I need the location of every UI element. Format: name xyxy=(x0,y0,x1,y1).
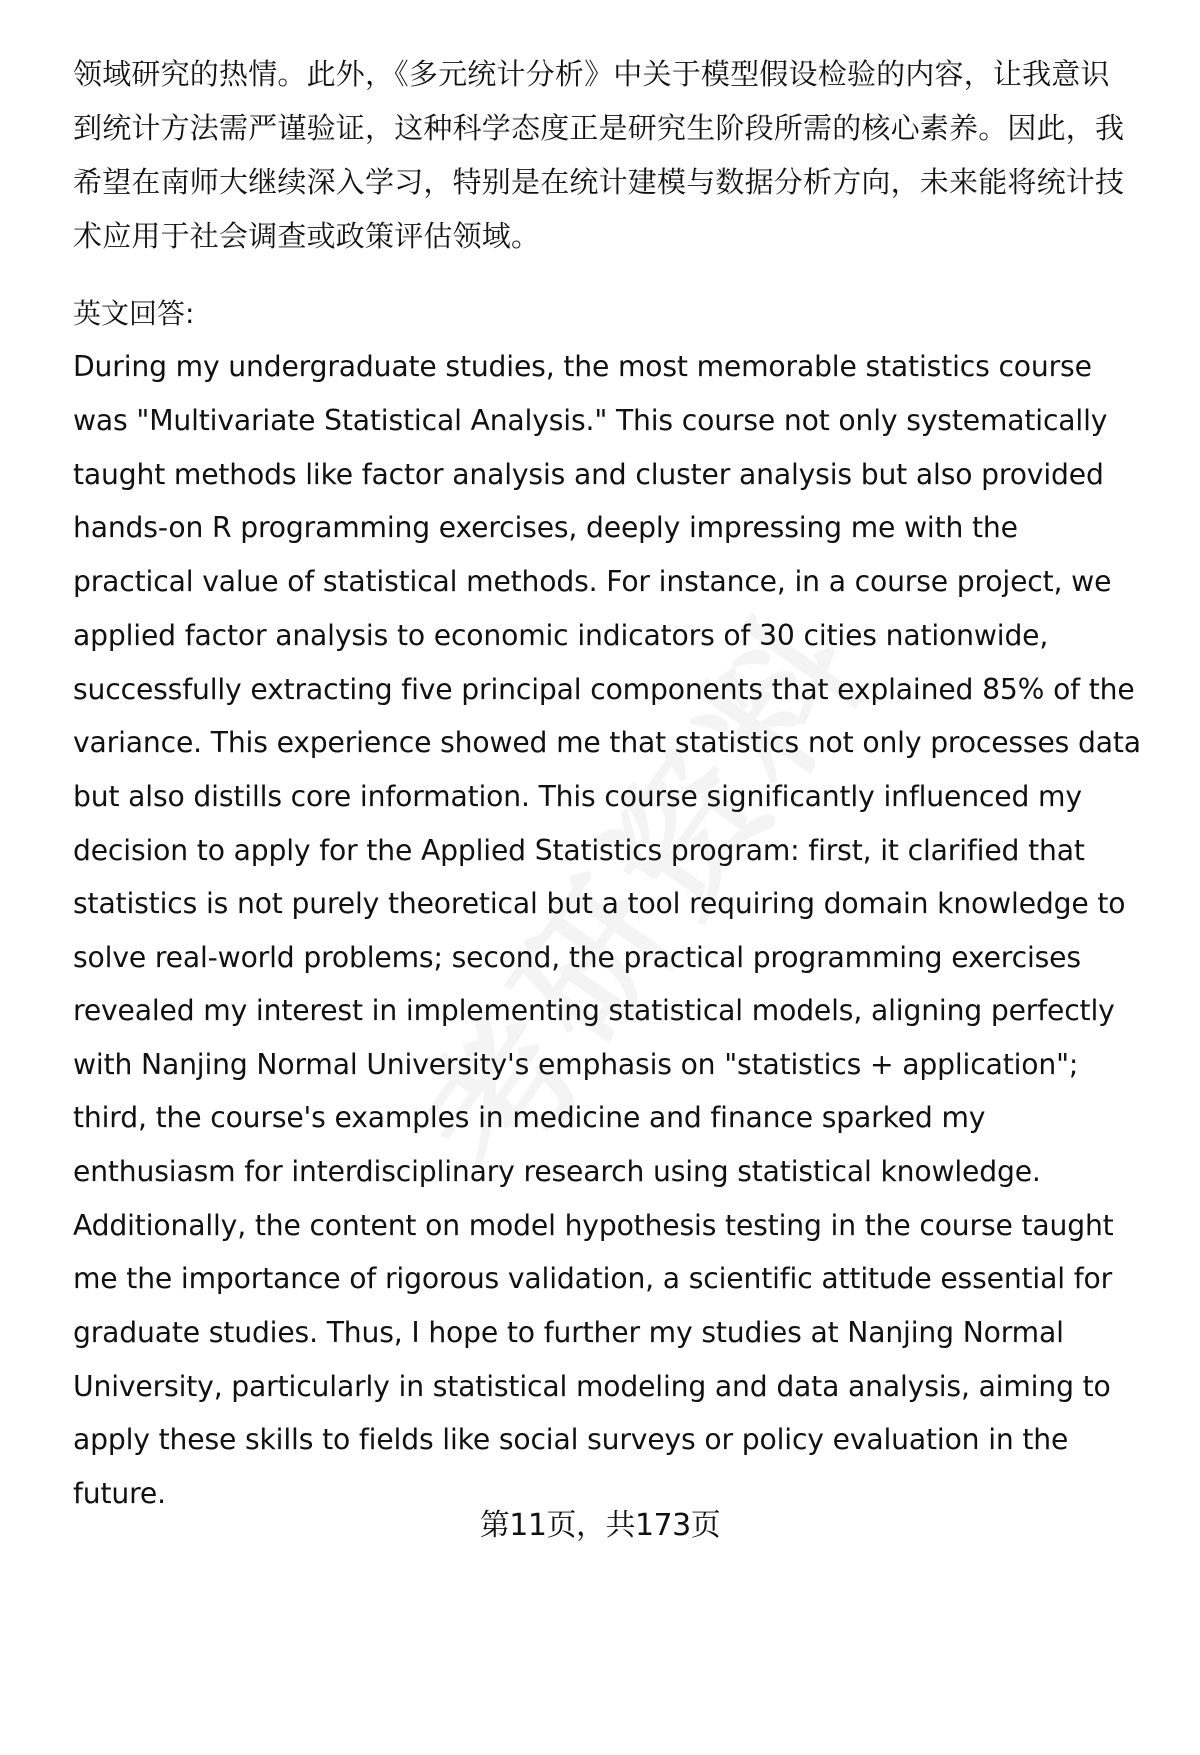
text-line: 领域研究的热情。此外，《多元统计分析》中关于模型假设检验的内容，让我意识 xyxy=(73,57,1110,91)
text-line: 到统计方法需严谨验证，这种科学态度正是研究生阶段所需的核心素养。因此，我 xyxy=(73,111,1125,145)
text-line: During my undergraduate studies, the most memorable statistics course xyxy=(73,350,1092,383)
text-line: University, particularly in statistical modeling and data analysis, aiming to xyxy=(73,1370,1111,1403)
text-line: future. xyxy=(73,1477,166,1510)
text-line: revealed my interest in implementing statistical models, aligning perfectly xyxy=(73,994,1115,1027)
text-line: taught methods like factor analysis and cluster analysis but also provided xyxy=(73,458,1104,491)
text-line: apply these skills to fields like social surveys or policy evaluation in the xyxy=(73,1423,1069,1456)
text-line: but also distills core information. This course significantly influenced my xyxy=(73,780,1082,813)
text-line: third, the course's examples in medicine and finance sparked my xyxy=(73,1101,986,1134)
text-line: successfully extracting five principal components that explained 85% of the xyxy=(73,673,1135,706)
text-line: practical value of statistical methods. For instance, in a course project, we xyxy=(73,565,1112,598)
page-number-footer: 第11页，共173页 xyxy=(479,1508,721,1543)
text-line: was "Multivariate Statistical Analysis." This course not only systematically xyxy=(73,404,1108,437)
text-line: solve real-world problems; second, the practical programming exercises xyxy=(73,941,1081,974)
text-line: applied factor analysis to economic indicators of 30 cities nationwide, xyxy=(73,619,1049,652)
text-line: with Nanjing Normal University's emphasis on "statistics + application"; xyxy=(73,1048,1079,1081)
text-line: decision to apply for the Applied Statistics program: first, it clarified that xyxy=(73,834,1085,867)
text-line: Additionally, the content on model hypothesis testing in the course taught xyxy=(73,1209,1114,1242)
text-line: graduate studies. Thus, I hope to further my studies at Nanjing Normal xyxy=(73,1316,1064,1349)
section-label: 英文回答: xyxy=(73,297,195,330)
text-line: 希望在南师大继续深入学习，特别是在统计建模与数据分析方向，未来能将统计技 xyxy=(73,165,1125,199)
text-line: statistics is not purely theoretical but a tool requiring domain knowledge to xyxy=(73,887,1126,920)
text-line: variance. This experience showed me that statistics not only processes data xyxy=(73,726,1141,759)
text-line: me the importance of rigorous validation, a scientific attitude essential for xyxy=(73,1262,1113,1295)
text-line: enthusiasm for interdisciplinary research using statistical knowledge. xyxy=(73,1155,1041,1188)
text-line: hands-on R programming exercises, deeply impressing me with the xyxy=(73,511,1018,544)
text-line: 术应用于社会调查或政策评估领域。 xyxy=(73,219,541,253)
